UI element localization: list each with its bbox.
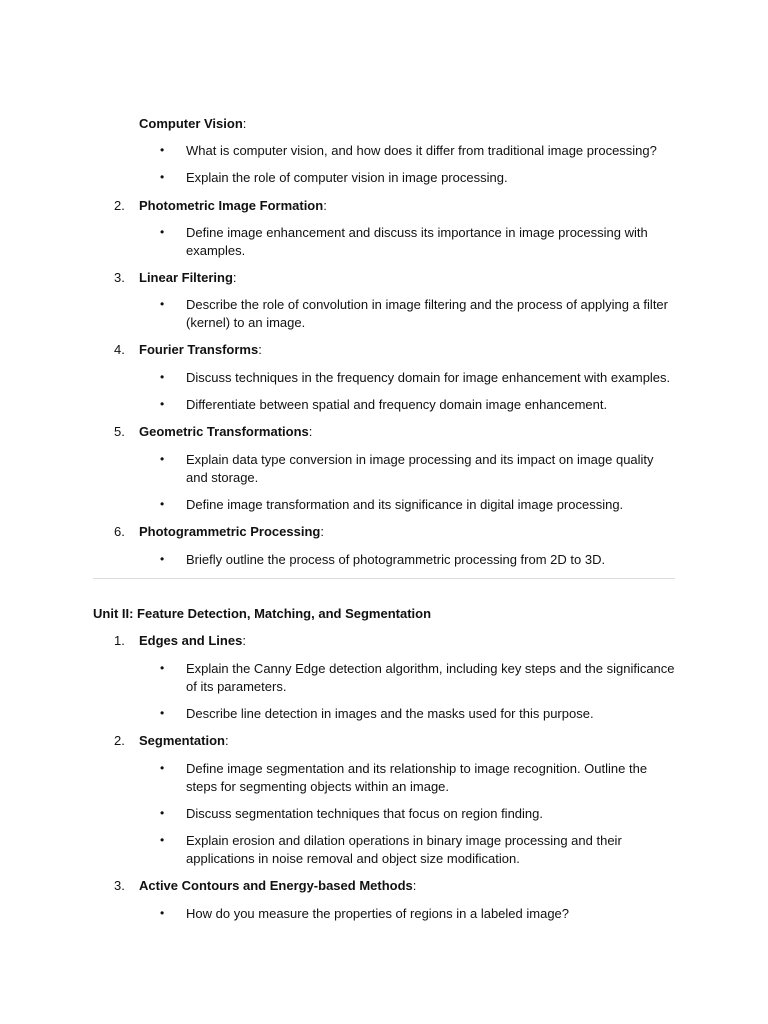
bullet-glyph: • xyxy=(160,906,165,920)
heading-segmentation: Segmentation: xyxy=(139,733,229,748)
bullet-text: Explain the role of computer vision in image processing. xyxy=(186,170,508,185)
section-divider xyxy=(93,578,675,579)
heading-geometric-transformations: Geometric Transformations: xyxy=(139,424,313,439)
item-number: 6. xyxy=(114,524,125,539)
bullet-text: Define image segmentation and its relationship to image recognition. Outline the steps for segmenting objects within an image. xyxy=(186,761,648,794)
bullet-text: Discuss techniques in the frequency domain for image enhancement with examples. xyxy=(186,370,671,385)
bullet-text: Describe the role of convolution in image filtering and the process of applying a filter (kernel) to an image. xyxy=(186,297,668,330)
bullet-glyph: • xyxy=(160,552,165,566)
bullet-glyph: • xyxy=(160,706,165,720)
bullet-text: Explain data type conversion in image processing and its impact on image quality and storage. xyxy=(186,452,654,485)
bullet-text: Briefly outline the process of photogrammetric processing from 2D to 3D. xyxy=(186,552,606,567)
bullet-text: Explain the Canny Edge detection algorithm, including key steps and the significance of its parameters. xyxy=(186,661,675,694)
bullet-text: How do you measure the properties of regions in a labeled image? xyxy=(186,906,570,921)
bullet-glyph: • xyxy=(160,833,165,847)
bullet-text: Discuss segmentation techniques that focus on region finding. xyxy=(186,806,543,821)
heading-photometric-image-formation: Photometric Image Formation: xyxy=(139,198,327,213)
heading-edges-and-lines: Edges and Lines: xyxy=(139,633,246,648)
bullet-text: Describe line detection in images and the masks used for this purpose. xyxy=(186,706,594,721)
bullet-glyph: • xyxy=(160,143,165,157)
bullet-text: Define image enhancement and discuss its importance in image processing with examples. xyxy=(186,225,648,258)
bullet-text: Explain erosion and dilation operations in binary image processing and their applications in noise removal and object size modification. xyxy=(186,833,622,866)
bullet-glyph: • xyxy=(160,661,165,675)
bullet-glyph: • xyxy=(160,170,165,184)
bullet-glyph: • xyxy=(160,225,165,239)
bullet-glyph: • xyxy=(160,397,165,411)
bullet-text: Differentiate between spatial and frequency domain image enhancement. xyxy=(186,397,608,412)
item-number: 4. xyxy=(114,342,125,357)
bullet-glyph: • xyxy=(160,497,165,511)
item-number: 5. xyxy=(114,424,125,439)
item-number: 2. xyxy=(114,733,125,748)
item-number: 2. xyxy=(114,198,125,213)
bullet-text: What is computer vision, and how does it differ from traditional image processing? xyxy=(186,143,657,158)
bullet-glyph: • xyxy=(160,370,165,384)
bullet-glyph: • xyxy=(160,452,165,466)
heading-photogrammetric-processing: Photogrammetric Processing: xyxy=(139,524,324,539)
heading-linear-filtering: Linear Filtering: xyxy=(139,270,237,285)
unit-title: Unit II: Feature Detection, Matching, and Segmentation xyxy=(93,606,432,621)
bullet-text: Define image transformation and its significance in digital image processing. xyxy=(186,497,624,512)
bullet-glyph: • xyxy=(160,761,165,775)
item-number: 3. xyxy=(114,270,125,285)
item-number: 3. xyxy=(114,878,125,893)
heading-fourier-transforms: Fourier Transforms: xyxy=(139,342,262,357)
heading-active-contours: Active Contours and Energy-based Methods: xyxy=(139,878,417,893)
bullet-glyph: • xyxy=(160,297,165,311)
bullet-glyph: • xyxy=(160,806,165,820)
heading-computer-vision: Computer Vision: xyxy=(139,116,247,131)
item-number: 1. xyxy=(114,633,125,648)
